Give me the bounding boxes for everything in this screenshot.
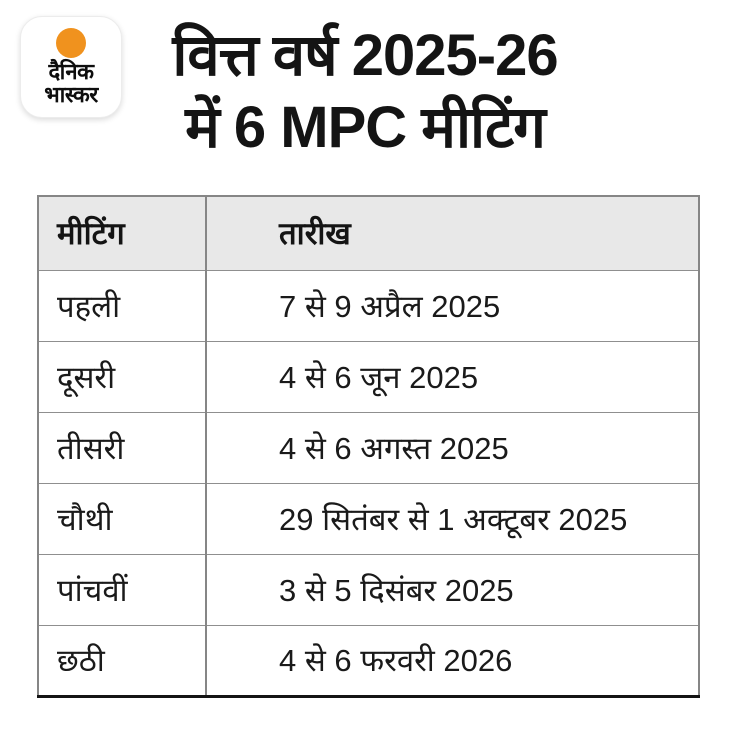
date-cell: 7 से 9 अप्रैल 2025 bbox=[206, 270, 699, 341]
table-row bbox=[38, 341, 699, 412]
meeting-cell: चौथी bbox=[38, 483, 206, 554]
table-row bbox=[38, 554, 699, 625]
mpc-meetings-table bbox=[37, 195, 700, 698]
meeting-cell: छठी bbox=[38, 625, 206, 696]
date-cell: 29 सितंबर से 1 अक्टूबर 2025 bbox=[206, 483, 699, 554]
page-title bbox=[0, 20, 730, 164]
date-cell: 4 से 6 फरवरी 2026 bbox=[206, 625, 699, 696]
meeting-cell: दूसरी bbox=[38, 341, 206, 412]
page-title-line2: में 6 MPC मीटिंग bbox=[185, 95, 545, 160]
table-row bbox=[38, 270, 699, 341]
logo-text-line1: दैनिक bbox=[48, 59, 94, 84]
table-row bbox=[38, 483, 699, 554]
logo-text-line2: भास्कर bbox=[44, 82, 98, 107]
table-row bbox=[38, 412, 699, 483]
table-row bbox=[38, 625, 699, 696]
column-header-date: तारीख bbox=[206, 196, 699, 270]
meeting-cell: पहली bbox=[38, 270, 206, 341]
meeting-cell: तीसरी bbox=[38, 412, 206, 483]
table-header-row bbox=[38, 196, 699, 270]
date-cell: 4 से 6 अगस्त 2025 bbox=[206, 412, 699, 483]
date-cell: 4 से 6 जून 2025 bbox=[206, 341, 699, 412]
meeting-cell: पांचवीं bbox=[38, 554, 206, 625]
page-title-line1: वित्त वर्ष 2025-26 bbox=[172, 23, 558, 88]
column-header-meeting: मीटिंग bbox=[38, 196, 206, 270]
date-cell: 3 से 5 दिसंबर 2025 bbox=[206, 554, 699, 625]
